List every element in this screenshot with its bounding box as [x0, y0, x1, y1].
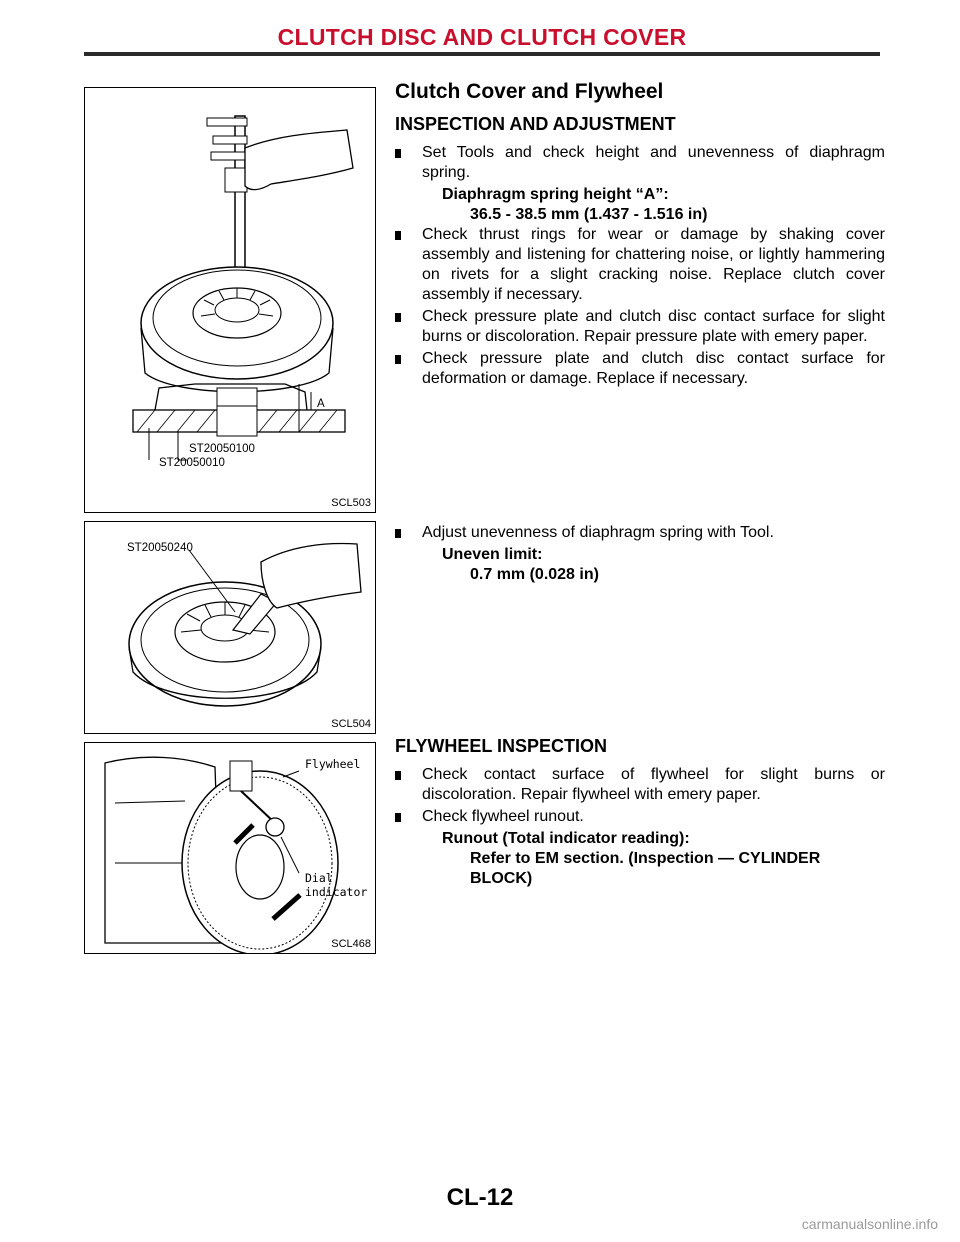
figure-caption: SCL503 [331, 497, 371, 509]
figure-caption: SCL504 [331, 718, 371, 730]
flywheel-runout-illustration [85, 743, 375, 953]
header-rule [84, 52, 880, 56]
spec-value: 36.5 - 38.5 mm (1.437 - 1.516 in) [470, 206, 708, 223]
subsection-title: FLYWHEEL INSPECTION [395, 736, 608, 756]
figure-label-dial-indicator: Dial indicator [305, 871, 368, 899]
bullet-item: Check pressure plate and clutch disc contact surface for deformation or damage. Replace if necessary. [395, 349, 885, 389]
figure-scl504 [84, 521, 376, 734]
figure-label-flywheel: Flywheel [305, 757, 361, 771]
section-title: Clutch Cover and Flywheel [395, 80, 664, 103]
bullet-marker [395, 149, 401, 158]
spec-label: Runout (Total indicator reading): [442, 830, 690, 847]
bullet-marker [395, 313, 401, 322]
bullet-item: Set Tools and check height and unevenness of diaphragm spring. [395, 143, 885, 183]
spec-label: Diaphragm spring height “A”: [442, 186, 669, 203]
adjust-section [395, 523, 885, 585]
spec-label: Uneven limit: [442, 546, 543, 563]
bullet-marker [395, 529, 401, 538]
figure-caption: SCL468 [331, 938, 371, 950]
bullet-marker [395, 771, 401, 780]
figure-label-a: A [317, 398, 325, 410]
spec-value: 0.7 mm (0.028 in) [470, 566, 599, 583]
bullet-marker [395, 231, 401, 240]
figure-label-st20050100: ST20050100 [189, 443, 255, 455]
bullet-item: Check flywheel runout. [395, 807, 885, 827]
watermark: carmanualsonline.info [801, 1216, 938, 1232]
figure-label-st20050010: ST20050010 [159, 457, 225, 469]
bullet-item: Adjust unevenness of diaphragm spring with Tool. [395, 523, 885, 543]
flywheel-section [395, 736, 885, 889]
bullet-marker [395, 355, 401, 364]
bullet-item: Check contact surface of flywheel for slight burns or discoloration. Repair flywheel with emery paper. [395, 765, 885, 805]
bullet-item: Check pressure plate and clutch disc contact surface for slight burns or discoloration. Repair pressure plate with emery paper. [395, 307, 885, 347]
subsection-title: INSPECTION AND ADJUSTMENT [395, 114, 676, 134]
figure-scl503 [84, 87, 376, 513]
figure-label-st20050240: ST20050240 [127, 542, 193, 554]
inspection-section [395, 80, 885, 391]
figure-scl468 [84, 742, 376, 954]
bullet-item: Check thrust rings for wear or damage by shaking cover assembly and listening for chattering noise, or lightly hammering on rivets for a slight cracking noise. Replace clutch cover assembly if necessary. [395, 225, 885, 305]
spec-value: Refer to EM section. (Inspection — CYLINDER BLOCK) [470, 850, 821, 887]
page-header [84, 24, 880, 51]
bullet-marker [395, 813, 401, 822]
section-header-title: CLUTCH DISC AND CLUTCH COVER [277, 24, 687, 50]
page-number: CL-12 [446, 1184, 514, 1211]
